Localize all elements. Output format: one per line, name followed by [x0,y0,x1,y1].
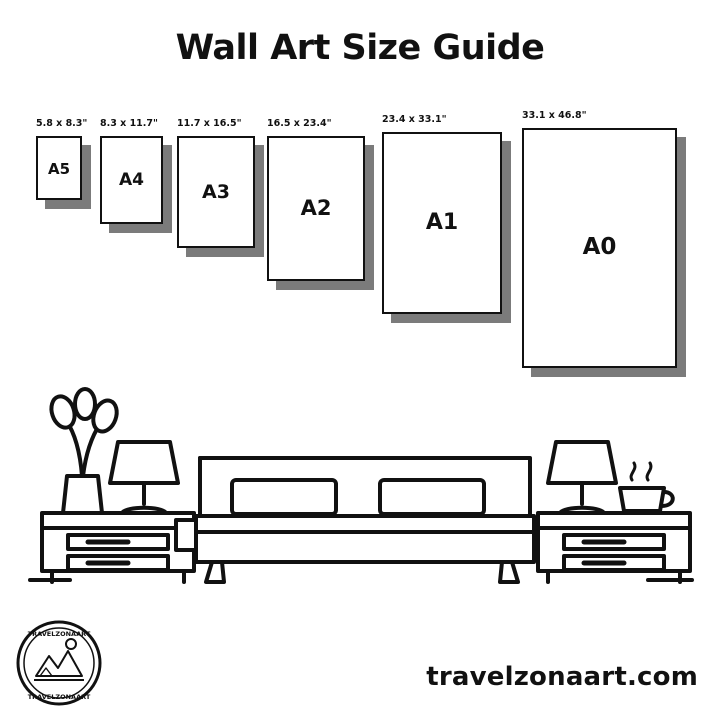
logo-text-top: TRAVELZONAART [27,630,91,638]
right-lamp [548,442,616,513]
frame-dimension-label: 16.5 x 23.4" [267,118,332,129]
frame-size-name: A4 [119,170,144,190]
frame-dimension-label: 23.4 x 33.1" [382,114,447,125]
frame-a0 [522,108,686,377]
frame-dimension-label: 8.3 x 11.7" [100,118,158,129]
brand-logo [16,620,102,706]
frame-a4 [100,108,172,233]
frame-a5 [36,108,91,209]
bed [176,458,534,582]
frame-size-name: A3 [202,181,230,203]
frame-a3 [177,108,264,257]
coffee-mug [620,463,673,511]
vase-with-plant [48,389,121,513]
frame-dimension-label: 33.1 x 46.8" [522,110,587,121]
bedroom-illustration [0,380,720,610]
frame-size-row [0,108,720,398]
page-title: Wall Art Size Guide [175,28,545,68]
frame-box [100,136,163,224]
frame-a2 [267,108,374,290]
bedroom-scene [0,380,720,610]
frame-box [36,136,82,200]
frame-a1 [382,108,511,323]
frame-box [522,128,677,368]
right-nightstand [538,513,690,582]
frame-size-name: A5 [47,160,71,178]
website-url: travelzonaart.com [426,662,698,692]
frame-box [177,136,255,248]
frame-dimension-label: 11.7 x 16.5" [177,118,242,129]
left-nightstand [42,513,194,582]
logo-text-bottom: TRAVELZONAART [27,693,91,701]
mountain-moon-badge-icon [16,620,102,706]
frame-box [267,136,365,281]
frame-size-name: A0 [582,234,617,260]
left-lamp [110,442,178,513]
frame-size-name: A2 [300,196,332,220]
frame-box [382,132,502,314]
frame-size-name: A1 [425,210,459,235]
frame-dimension-label: 5.8 x 8.3" [36,118,88,129]
